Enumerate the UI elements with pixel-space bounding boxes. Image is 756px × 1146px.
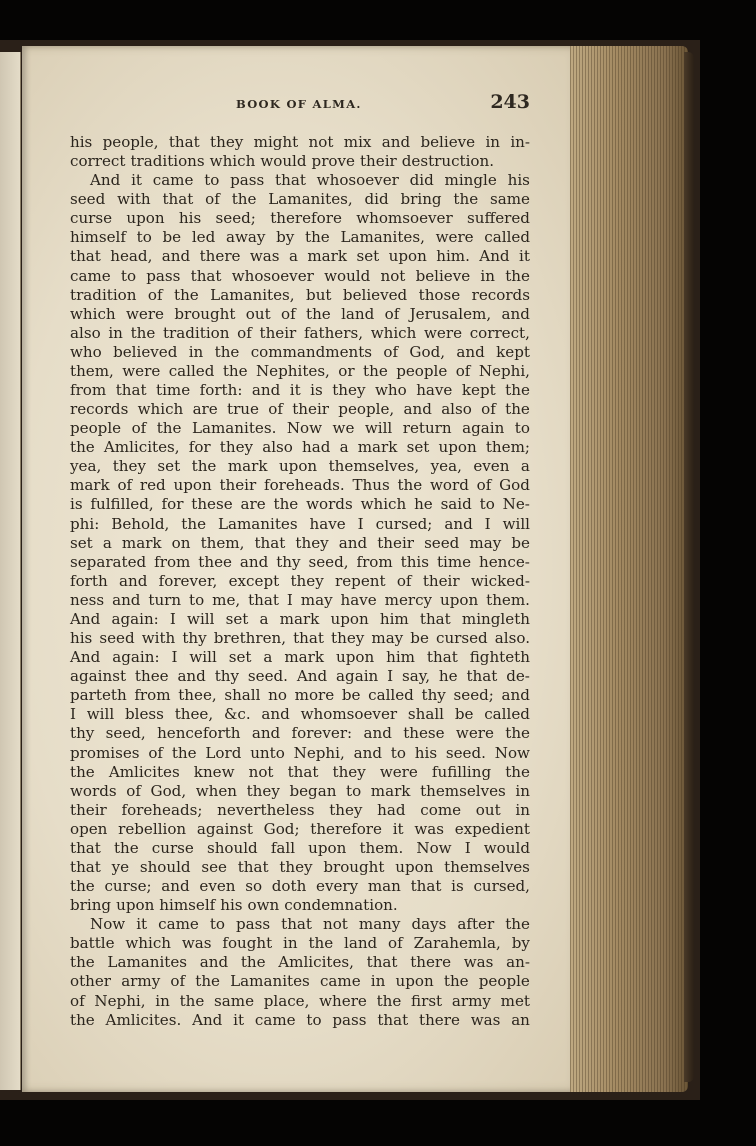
text-line: words of God, when they began to mark themselves in [70,781,530,800]
text-line: seed with that of the Lamanites, did bring the same [70,190,530,209]
text-line: his people, that they might not mix and believe in in- [70,133,530,151]
text-line: promises of the Lord unto Nephi, and to his seed. Now [70,743,530,762]
facing-page-edge [0,52,21,1090]
text-line: of Nephi, in the same place, where the first army met [70,991,530,1010]
text-line: their foreheads; nevertheless they had come out in [70,800,530,819]
running-head: BOOK OF ALMA. [236,97,362,111]
text-line: himself to be led away by the Lamanites, were called [70,228,530,247]
text-line: records which are true of their people, and also of the [70,400,530,419]
text-line: the curse; and even so doth every man that is cursed, [70,877,530,896]
text-line: which were brought out of the land of Jerusalem, and [70,304,530,323]
text-line: And again: I will set a mark upon him that fighteth [70,648,530,667]
text-line: forth and forever, except they repent of their wicked- [70,571,530,590]
text-line: And again: I will set a mark upon him that mingleth [70,609,530,628]
text-line: the Amlicites. And it came to pass that there was an [70,1010,530,1029]
text-line: also in the tradition of their fathers, which were correct, [70,323,530,342]
text-line: curse upon his seed; therefore whomsoever suffered [70,209,530,228]
text-line: And it came to pass that whosoever did mingle his [90,171,530,190]
text-line: I will bless thee, &c. and whomsoever shall be called [70,705,530,724]
text-line: open rebellion against God; therefore it was expedient [70,819,530,838]
text-line: set a mark on them, that they and their seed may be [70,533,530,552]
text-line: bring upon himself his own condemnation. [70,896,398,915]
text-line: is fulfilled, for these are the words which he said to Ne- [70,495,530,514]
text-line: parteth from thee, shall no more be called thy seed; and [70,686,530,705]
text-line: that the curse should fall upon them. Now I would [70,838,530,857]
page-block-edges [570,46,688,1092]
text-line: them, were called the Nephites, or the people of Nephi, [70,361,530,380]
text-line: the Amlicites, for they also had a mark set upon them; [70,438,530,457]
text-line: yea, they set the mark upon themselves, yea, even a [70,457,530,476]
page-number: 243 [490,91,530,113]
text-line: that ye should see that they brought upon themselves [70,857,530,876]
text-line: mark of red upon their foreheads. Thus the word of God [70,476,530,495]
text-line: thy seed, henceforth and forever: and these were the [70,724,530,743]
body-text [70,133,530,1030]
text-line: other army of the Lamanites came in upon the people [70,972,530,991]
text-line: ness and turn to me, that I may have mercy upon them. [70,590,530,609]
text-line: who believed in the commandments of God, and kept [70,342,530,361]
page-header [70,91,530,115]
text-line: from that time forth: and it is they who have kept the [70,381,530,400]
text-line: tradition of the Lamanites, but believed those records [70,285,530,304]
text-line: separated from thee and thy seed, from this time hence- [70,552,530,571]
text-line: his seed with thy brethren, that they may be cursed also. [70,629,530,648]
text-line: came to pass that whosoever would not believe in the [70,266,530,285]
text-line: people of the Lamanites. Now we will return again to [70,419,530,438]
text-line: against thee and thy seed. And again I say, he that de- [70,667,530,686]
text-line: correct traditions which would prove their destruction. [70,152,495,171]
text-line: battle which was fought in the land of Zarahemla, by [70,934,530,953]
text-line: the Amlicites knew not that they were fufilling the [70,762,530,781]
text-line: phi: Behold, the Lamanites have I cursed; and I will [70,514,530,533]
text-line: the Lamanites and the Amlicites, that there was an- [70,953,530,972]
text-line: that head, and there was a mark set upon him. And it [70,247,530,266]
book-cover-edge [684,52,694,1082]
text-line: Now it came to pass that not many days after the [90,915,530,934]
